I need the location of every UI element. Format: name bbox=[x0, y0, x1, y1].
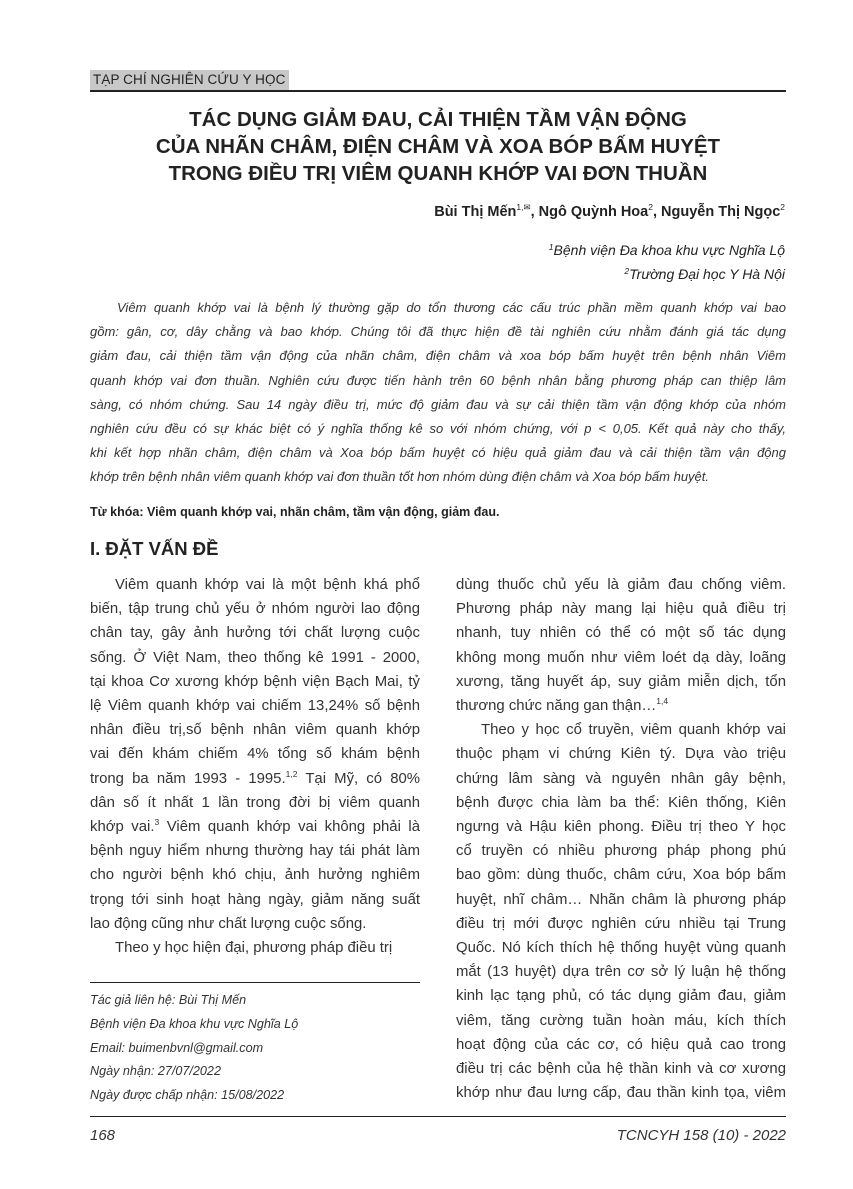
citation-mark: 1,4 bbox=[656, 696, 669, 707]
affiliation-text: Bệnh viện Đa khoa khu vực Nghĩa Lộ bbox=[553, 242, 785, 258]
body-line: Theo y học cổ truyền, viêm quanh khớp vai bbox=[481, 722, 786, 739]
title-line: TÁC DỤNG GIẢM ĐAU, CẢI THIỆN TẦM VẬN ĐỘNG bbox=[189, 108, 687, 131]
body-line: nhân điều trị,số bệnh nhân viêm quanh khớp bbox=[90, 722, 420, 739]
footnote-divider bbox=[90, 982, 420, 983]
footer-divider bbox=[90, 1116, 786, 1117]
body-line: bao gồm: dùng thuốc, châm cứu, Xoa bóp bấm bbox=[456, 867, 786, 884]
title-line: TRONG ĐIỀU TRỊ VIÊM QUANH KHỚP VAI ĐƠN THUẦN bbox=[168, 162, 708, 185]
body-line: ngưng và Hậu kiên phong. Điều trị theo Y học bbox=[456, 819, 786, 836]
body-column-right bbox=[456, 573, 786, 1105]
body-line: khớp vai.$^3$ Viêm quanh khớp vai không phải là bbox=[90, 817, 420, 836]
affiliation bbox=[549, 242, 785, 258]
body-line: trong ba năm 1993 - 1995.$^{1,2}$ Tại Mỹ, có 80% bbox=[90, 768, 420, 787]
body-line: sống. Ở Việt Nam, theo thống kê 1991 - 2000, bbox=[90, 649, 420, 666]
page-number: 168 bbox=[90, 1127, 116, 1144]
abstract-line: nghiên cứu đều có sự khác biệt có ý nghĩa thống kê so với nhóm chứng, với p < 0,05. Kết quả này cho thấy, bbox=[90, 421, 786, 437]
author-list: Bùi Thị Mến$^{1,✉}$, Ngô Quỳnh Hoa$^2$, Nguyễn Thị Ngọc$^2$ bbox=[434, 202, 785, 220]
body-line: lao động cũng như chất lượng cuộc sống. bbox=[90, 915, 367, 932]
abstract bbox=[90, 296, 786, 490]
body-line: vai đến khám chiếm 4% tổng số khám bệnh bbox=[90, 746, 420, 763]
body-line: không mong muốn như viêm loét dạ dày, loãng bbox=[456, 649, 786, 666]
body-line: hoạt động của các cơ, có hiệu quả cao trong bbox=[456, 1036, 786, 1053]
journal-issue: TCNCYH 158 (10) - 2022 bbox=[616, 1127, 786, 1144]
body-line: xương, tăng huyết áp, suy giảm miễn dịch, tổn bbox=[456, 673, 786, 690]
article-title bbox=[90, 106, 786, 187]
abstract-line: khi kết hợp nhãn châm, điện châm và Xoa bóp bấm huyệt có hiệu quả giảm đau và cải thiện tầm vận động bbox=[90, 445, 786, 461]
body-line: huyệt, nhĩ châm… Nhãn châm là phương pháp bbox=[456, 891, 786, 908]
abstract-line: Viêm quanh khớp vai là bệnh lý thường gặp do tổn thương các cấu trúc phần mềm quanh khớp vai bao bbox=[117, 300, 786, 315]
body-line: chứng lâm sàng và nguyên nhân gây bệnh, bbox=[456, 770, 786, 787]
body-line: Phương pháp này mang lại hiệu quả điều trị bbox=[456, 601, 786, 618]
footnote-line: Ngày được chấp nhận: 15/08/2022 bbox=[90, 1088, 285, 1102]
body-line: thuộc phạm vi chứng Kiên tý. Dựa vào triệu bbox=[456, 746, 786, 763]
author-name: Nguyễn Thị Ngọc bbox=[661, 204, 781, 220]
body-line: viêm, tăng cường tuần hoàn máu, kích thích bbox=[456, 1012, 786, 1029]
abstract-line: giảm đau, cải thiện tầm vận động của nhãn châm, điện châm và xoa bóp bấm huyệt trên bệnh nhân Viêm bbox=[90, 348, 786, 364]
journal-name-label: TẠP CHÍ NGHIÊN CỨU Y HỌC bbox=[90, 70, 289, 90]
affiliation-mark: 2 bbox=[624, 266, 630, 276]
affiliation-text: Trường Đại học Y Hà Nội bbox=[629, 266, 785, 282]
body-line: điều trị mới được nghiên cứu nhiều tại Trung bbox=[456, 915, 786, 932]
body-line: điều trị các bệnh của hệ thần kinh và cơ xương bbox=[456, 1061, 786, 1078]
body-line: dùng thuốc chủ yếu là giảm đau chống viêm. bbox=[456, 577, 786, 593]
footnote-line: Tác giả liên hệ: Bùi Thị Mến bbox=[90, 993, 247, 1007]
body-line: cổ truyền có nhiều phương pháp phong phú bbox=[456, 843, 786, 860]
body-line: Quốc. Nó kích thích hệ thống huyệt vùng quanh bbox=[456, 940, 786, 957]
body-line: lệ Viêm quanh khớp vai chiếm 13,24% số bệnh bbox=[90, 698, 420, 715]
author-affiliation-mark: 2 bbox=[648, 202, 653, 212]
body-line: cho người bệnh khó chịu, ảnh hưởng nghiêm bbox=[90, 867, 420, 884]
citation-mark: 3 bbox=[154, 817, 160, 828]
footnote-line: Ngày nhận: 27/07/2022 bbox=[90, 1064, 221, 1078]
body-line: biến, tập trung chủ yếu ở nhóm người lao động bbox=[90, 601, 420, 618]
abstract-line: gồm: gân, cơ, dây chằng và bao khớp. Chúng tôi đã thực hiện đề tài nghiên cứu nhằm đánh giá tác dụng bbox=[90, 324, 786, 340]
author-name: Bùi Thị Mến bbox=[434, 204, 517, 220]
body-line: mắt (13 huyệt) dựa trên cơ sở lý luận hệ thống bbox=[456, 964, 786, 981]
affiliation bbox=[624, 266, 785, 282]
body-line: Viêm quanh khớp vai là một bệnh khá phổ bbox=[115, 577, 420, 593]
section-heading: I. ĐẶT VẤN ĐỀ bbox=[90, 538, 219, 559]
body-line: nhanh, tuy nhiên có thể có một số tác dụng bbox=[456, 625, 786, 642]
affiliation-mark: 1 bbox=[548, 242, 554, 252]
abstract-line: sàng, có nhóm chứng. Sau 14 ngày điều trị, mức độ giảm đau và sự cải thiện tầm vận động khớp của nhóm bbox=[90, 396, 786, 412]
title-line: CỦA NHÃN CHÂM, ĐIỆN CHÂM VÀ XOA BÓP BẤM HUYỆT bbox=[155, 135, 721, 158]
body-line: Theo y học hiện đại, phương pháp điều trị bbox=[115, 940, 393, 957]
body-line: bệnh được chia làm ba thể: Kiên thống, Kiên bbox=[456, 794, 786, 811]
body-line: khớp như đau lưng cấp, đau thần kinh tọa, viêm bbox=[456, 1085, 786, 1102]
body-line: thương chức năng gan thận…$^{1,4}$ bbox=[456, 696, 669, 715]
body-line: tại khoa Cơ xương khớp bệnh viện Bạch Mai, tỷ bbox=[90, 673, 420, 690]
body-line: bệnh nguy hiểm nhưng thường hay tái phát làm bbox=[90, 843, 420, 860]
journal-header bbox=[90, 68, 786, 92]
body-line: kinh lạc tạng phủ, có tác dụng giảm đau, giảm bbox=[456, 988, 786, 1005]
author-affiliation-mark: 1,✉ bbox=[516, 202, 531, 212]
author-affiliation-mark: 2 bbox=[780, 202, 785, 212]
citation-mark: 1,2 bbox=[285, 768, 298, 779]
footnote-line: Email: buimenbvnl@gmail.com bbox=[90, 1041, 264, 1055]
body-line: trọng tới sinh hoạt hàng ngày, giảm năng suất bbox=[90, 891, 420, 908]
abstract-line: quanh khớp vai đơn thuần. Nghiên cứu được tiến hành trên 60 bệnh nhân bằng phương pháp can thiệp lâm bbox=[90, 372, 786, 388]
body-line: chân tay, gây ảnh hưởng tới chất lượng cuộc bbox=[90, 625, 420, 642]
body-line: dân số ít nhất 1 lần trong đời bị viêm quanh bbox=[90, 794, 420, 811]
author-name: Ngô Quỳnh Hoa bbox=[538, 204, 649, 220]
keywords: Từ khóa: Viêm quanh khớp vai, nhãn châm, tầm vận động, giảm đau. bbox=[90, 505, 500, 519]
body-column-left bbox=[90, 573, 420, 960]
footnote-line: Bệnh viện Đa khoa khu vực Nghĩa Lộ bbox=[90, 1017, 299, 1031]
abstract-line: khớp trên bệnh nhân viêm quanh khớp vai đơn thuần tốt hơn nhóm dùng điện châm và Xoa bóp bấm huyệt. bbox=[90, 469, 710, 485]
